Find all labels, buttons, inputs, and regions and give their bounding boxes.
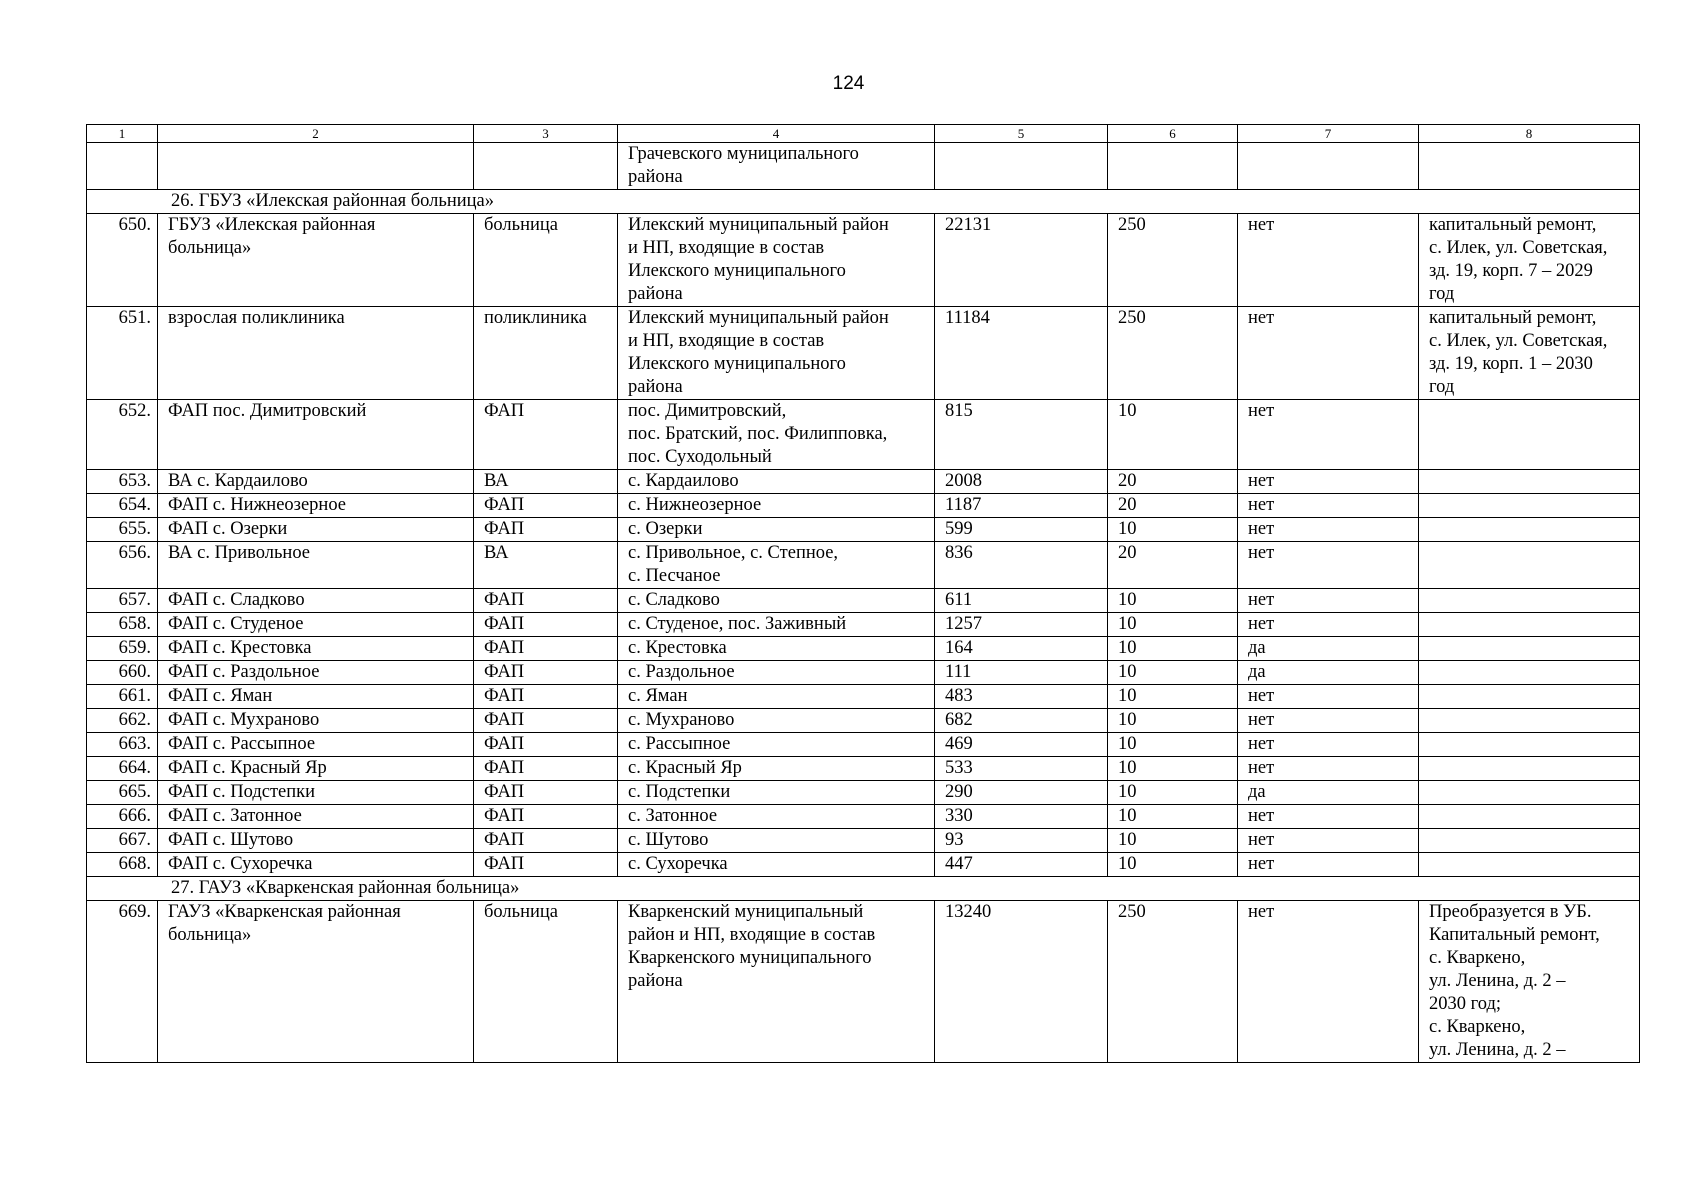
service-area: с. Студеное, пос. Заживный (618, 613, 935, 637)
column-number-2: 2 (158, 125, 474, 143)
facility-name: ФАП с. Шутово (158, 829, 474, 853)
service-area: с. Красный Яр (618, 757, 935, 781)
column-number-1: 1 (87, 125, 158, 143)
column-number-7: 7 (1238, 125, 1419, 143)
facility-type: ФАП (474, 613, 618, 637)
section-header (87, 877, 1640, 901)
service-area: с. Сухоречка (618, 853, 935, 877)
capacity: 10 (1108, 757, 1238, 781)
service-area: с. Шутово (618, 829, 935, 853)
column-number-6: 6 (1108, 125, 1238, 143)
row-number: 665. (87, 781, 158, 805)
facility-type: ФАП (474, 518, 618, 542)
population: 682 (935, 709, 1108, 733)
remote-flag: нет (1238, 685, 1419, 709)
table-row (87, 709, 1640, 733)
row-number: 667. (87, 829, 158, 853)
facility-name: ФАП с. Сладково (158, 589, 474, 613)
remote-flag: нет (1238, 307, 1419, 400)
capacity: 10 (1108, 613, 1238, 637)
table-row (87, 685, 1640, 709)
note (1419, 805, 1640, 829)
table-row (87, 805, 1640, 829)
row-number: 657. (87, 589, 158, 613)
section-title: 27. ГАУЗ «Кваркенская районная больница» (87, 877, 1640, 901)
facility-type: ФАП (474, 829, 618, 853)
table-row (87, 901, 1640, 1063)
note (1419, 400, 1640, 470)
facility-type: ФАП (474, 781, 618, 805)
note (1419, 853, 1640, 877)
continued-cell-7 (1238, 143, 1419, 190)
facility-name: ФАП с. Затонное (158, 805, 474, 829)
service-area: с. Рассыпное (618, 733, 935, 757)
service-area: с. Сладково (618, 589, 935, 613)
population: 483 (935, 685, 1108, 709)
remote-flag: нет (1238, 613, 1419, 637)
table-row (87, 589, 1640, 613)
table-row (87, 661, 1640, 685)
note: капитальный ремонт, с. Илек, ул. Советская, зд. 19, корп. 1 – 2030 год (1419, 307, 1640, 400)
facility-type: ФАП (474, 733, 618, 757)
row-number: 658. (87, 613, 158, 637)
remote-flag: да (1238, 637, 1419, 661)
capacity: 20 (1108, 542, 1238, 589)
row-number: 661. (87, 685, 158, 709)
population: 1257 (935, 613, 1108, 637)
remote-flag: нет (1238, 901, 1419, 1063)
facility-name: ФАП с. Сухоречка (158, 853, 474, 877)
row-number: 666. (87, 805, 158, 829)
continued-row (87, 143, 1640, 190)
continued-cell-1 (87, 143, 158, 190)
column-number-row (87, 125, 1640, 143)
continued-cell-8 (1419, 143, 1640, 190)
table-row (87, 400, 1640, 470)
note (1419, 733, 1640, 757)
service-area: с. Мухраново (618, 709, 935, 733)
remote-flag: да (1238, 661, 1419, 685)
facility-type: ФАП (474, 400, 618, 470)
capacity: 10 (1108, 589, 1238, 613)
population: 13240 (935, 901, 1108, 1063)
note (1419, 518, 1640, 542)
row-number: 669. (87, 901, 158, 1063)
facility-name: ГАУЗ «Кваркенская районная больница» (158, 901, 474, 1063)
facility-name: ФАП с. Яман (158, 685, 474, 709)
remote-flag: нет (1238, 733, 1419, 757)
population: 93 (935, 829, 1108, 853)
capacity: 10 (1108, 805, 1238, 829)
facility-name: ФАП пос. Димитровский (158, 400, 474, 470)
facility-name: ВА с. Привольное (158, 542, 474, 589)
remote-flag: нет (1238, 400, 1419, 470)
facility-name: ГБУЗ «Илекская районная больница» (158, 214, 474, 307)
capacity: 250 (1108, 901, 1238, 1063)
note (1419, 542, 1640, 589)
note (1419, 685, 1640, 709)
facility-name: ФАП с. Красный Яр (158, 757, 474, 781)
page-number: 124 (832, 73, 865, 94)
table-row (87, 613, 1640, 637)
population: 533 (935, 757, 1108, 781)
service-area: с. Затонное (618, 805, 935, 829)
note (1419, 470, 1640, 494)
facility-name: ВА с. Кардаилово (158, 470, 474, 494)
service-area: с. Подстепки (618, 781, 935, 805)
note (1419, 494, 1640, 518)
column-number-4: 4 (618, 125, 935, 143)
capacity: 250 (1108, 214, 1238, 307)
service-area: Кваркенский муниципальный район и НП, входящие в состав Кваркенского муниципального района (618, 901, 935, 1063)
facility-type: ФАП (474, 757, 618, 781)
service-area: с. Крестовка (618, 637, 935, 661)
row-number: 656. (87, 542, 158, 589)
capacity: 10 (1108, 709, 1238, 733)
population: 22131 (935, 214, 1108, 307)
capacity: 10 (1108, 733, 1238, 757)
facility-type: ФАП (474, 853, 618, 877)
population: 11184 (935, 307, 1108, 400)
population: 1187 (935, 494, 1108, 518)
table-row (87, 853, 1640, 877)
facility-type: ВА (474, 470, 618, 494)
population: 447 (935, 853, 1108, 877)
remote-flag: нет (1238, 853, 1419, 877)
remote-flag: нет (1238, 709, 1419, 733)
service-area: с. Нижнеозерное (618, 494, 935, 518)
service-area: с. Яман (618, 685, 935, 709)
facility-type: поликлиника (474, 307, 618, 400)
table-row (87, 829, 1640, 853)
facility-name: ФАП с. Озерки (158, 518, 474, 542)
column-number-8: 8 (1419, 125, 1640, 143)
facility-table (86, 124, 1640, 1063)
facility-name: ФАП с. Крестовка (158, 637, 474, 661)
facility-type: ФАП (474, 494, 618, 518)
column-number-3: 3 (474, 125, 618, 143)
table-row (87, 470, 1640, 494)
table-row (87, 637, 1640, 661)
section-title: 26. ГБУЗ «Илекская районная больница» (87, 190, 1640, 214)
service-area: Илекский муниципальный район и НП, входящие в состав Илекского муниципального района (618, 214, 935, 307)
note (1419, 709, 1640, 733)
continued-cell-2 (158, 143, 474, 190)
continued-cell-3 (474, 143, 618, 190)
row-number: 659. (87, 637, 158, 661)
remote-flag: нет (1238, 470, 1419, 494)
remote-flag: нет (1238, 214, 1419, 307)
capacity: 10 (1108, 853, 1238, 877)
note (1419, 661, 1640, 685)
table-row (87, 518, 1640, 542)
population: 469 (935, 733, 1108, 757)
population: 290 (935, 781, 1108, 805)
remote-flag: нет (1238, 518, 1419, 542)
facility-type: ФАП (474, 589, 618, 613)
row-number: 651. (87, 307, 158, 400)
population: 330 (935, 805, 1108, 829)
remote-flag: нет (1238, 757, 1419, 781)
capacity: 10 (1108, 781, 1238, 805)
remote-flag: нет (1238, 805, 1419, 829)
population: 836 (935, 542, 1108, 589)
continued-cell-5 (935, 143, 1108, 190)
remote-flag: да (1238, 781, 1419, 805)
capacity: 10 (1108, 685, 1238, 709)
facility-type: ФАП (474, 637, 618, 661)
row-number: 652. (87, 400, 158, 470)
population: 111 (935, 661, 1108, 685)
row-number: 654. (87, 494, 158, 518)
row-number: 655. (87, 518, 158, 542)
service-area: Илекский муниципальный район и НП, входящие в состав Илекского муниципального района (618, 307, 935, 400)
note (1419, 781, 1640, 805)
facility-type: больница (474, 214, 618, 307)
table-row (87, 733, 1640, 757)
facility-type: больница (474, 901, 618, 1063)
population: 599 (935, 518, 1108, 542)
service-area: с. Раздольное (618, 661, 935, 685)
note (1419, 637, 1640, 661)
population: 815 (935, 400, 1108, 470)
facility-name: ФАП с. Раздольное (158, 661, 474, 685)
population: 2008 (935, 470, 1108, 494)
service-area: с. Озерки (618, 518, 935, 542)
note: Преобразуется в УБ. Капитальный ремонт, с. Кваркено, ул. Ленина, д. 2 – 2030 год; с. Кваркено, ул. Ленина, д. 2 – (1419, 901, 1640, 1063)
service-area: с. Кардаилово (618, 470, 935, 494)
column-number-5: 5 (935, 125, 1108, 143)
row-number: 660. (87, 661, 158, 685)
table-row (87, 307, 1640, 400)
row-number: 664. (87, 757, 158, 781)
row-number: 662. (87, 709, 158, 733)
capacity: 10 (1108, 637, 1238, 661)
population: 164 (935, 637, 1108, 661)
capacity: 10 (1108, 661, 1238, 685)
remote-flag: нет (1238, 542, 1419, 589)
remote-flag: нет (1238, 589, 1419, 613)
note (1419, 613, 1640, 637)
section-header (87, 190, 1640, 214)
capacity: 20 (1108, 494, 1238, 518)
note (1419, 757, 1640, 781)
service-area: с. Привольное, с. Степное, с. Песчаное (618, 542, 935, 589)
capacity: 10 (1108, 518, 1238, 542)
facility-type: ВА (474, 542, 618, 589)
facility-name: ФАП с. Рассыпное (158, 733, 474, 757)
table-row (87, 757, 1640, 781)
population: 611 (935, 589, 1108, 613)
continued-cell-6 (1108, 143, 1238, 190)
facility-type: ФАП (474, 685, 618, 709)
row-number: 663. (87, 733, 158, 757)
table-row (87, 494, 1640, 518)
capacity: 10 (1108, 400, 1238, 470)
table-row (87, 781, 1640, 805)
service-area: пос. Димитровский, пос. Братский, пос. Филипповка, пос. Суходольный (618, 400, 935, 470)
row-number: 668. (87, 853, 158, 877)
note: капитальный ремонт, с. Илек, ул. Советская, зд. 19, корп. 7 – 2029 год (1419, 214, 1640, 307)
table-row (87, 214, 1640, 307)
facility-name: ФАП с. Нижнеозерное (158, 494, 474, 518)
row-number: 650. (87, 214, 158, 307)
continued-cell-4: Грачевского муниципального района (618, 143, 935, 190)
capacity: 250 (1108, 307, 1238, 400)
facility-type: ФАП (474, 805, 618, 829)
capacity: 10 (1108, 829, 1238, 853)
facility-name: ФАП с. Подстепки (158, 781, 474, 805)
facility-type: ФАП (474, 709, 618, 733)
facility-type: ФАП (474, 661, 618, 685)
facility-name: взрослая поликлиника (158, 307, 474, 400)
note (1419, 589, 1640, 613)
table-row (87, 542, 1640, 589)
facility-name: ФАП с. Мухраново (158, 709, 474, 733)
remote-flag: нет (1238, 494, 1419, 518)
facility-name: ФАП с. Студеное (158, 613, 474, 637)
note (1419, 829, 1640, 853)
capacity: 20 (1108, 470, 1238, 494)
remote-flag: нет (1238, 829, 1419, 853)
row-number: 653. (87, 470, 158, 494)
